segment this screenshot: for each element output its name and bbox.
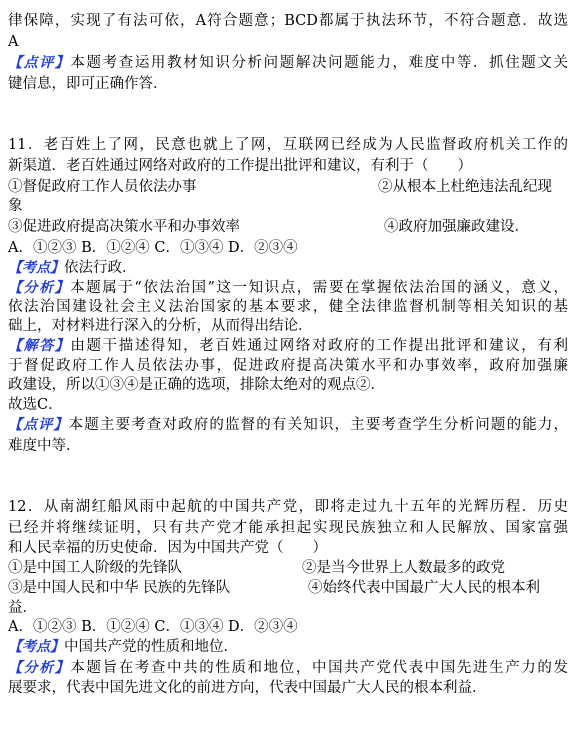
q12-fenxi-line: 展要求，代表中国先进文化的前进方向，代表中国最广大人民的根本利益． [8,680,487,696]
kaodian-tag: 【考点】 [8,260,64,276]
q11-fenxi-line: 依法治国建设社会主义法治国家的基本要求，健全法律监督机制等相关知识的基 [8,299,568,315]
dianping-tag: 【点评】 [8,417,69,433]
q11-jieda-line: 于督促政府工作人员依法办事，促进政府提高决策水平和办事效率，政府加强廉 [8,358,568,374]
q10-text-line: 律保障，实现了有法可依，A符合题意；BCD都属于执法环节，不符合题意．故选 [8,13,568,29]
q11-answer: 故选C． [8,397,63,413]
q11-option-1: ①督促政府工作人员依法办事 [8,179,197,195]
kaodian-tag: 【考点】 [8,639,64,655]
q12-kaodian [8,637,238,657]
q12-stem-line: 已经并将继续证明，只有共产党才能承担起实现民族独立和人民解放、国家富强 [8,520,568,536]
q11-stem: 11．老百姓上了网，民意也就上了网，互联网已经成为人民监督政府机关工作的 [8,137,568,153]
q12-option-3: ③是中国人民和中华 民族的先锋队 [8,580,231,596]
comment-tag: 【点评】 [8,55,71,71]
q12-option-4-cont: 益． [8,600,37,616]
q11-jieda-line: 政建设，所以①③④是正确的选项，排除太绝对的观点②． [8,377,385,393]
q11-option-3: ③促进政府提高决策水平和办事效率 [8,219,240,235]
comment-text: 本题考查运用教材知识分析问题解决问题能力，难度中等．抓住题文关 [70,55,569,71]
q11-jieda [8,336,568,356]
q10-comment-line: 键信息，即可正确作答． [8,76,168,92]
q10-text-line: A [8,34,19,50]
q11-stem-line: 新渠道．老百姓通过网络对政府的工作提出批评和建议，有利于（ ） [8,158,472,174]
q12-fenxi [8,658,568,678]
q11-fenxi-line: 础上，对材料进行深入的分析，从而得出结论． [8,318,313,334]
dianping-text: 本题主要考查对政府的监督的有关知识，主要考查学生分析问题的能力， [68,417,569,433]
fenxi-text: 本题属于“依法治国”这一知识点，需要在掌握依法治国的涵义，意义， [70,280,569,296]
q12-stem: 12．从南湖红船风雨中起航的中国共产党，即将走过九十五年的光辉历程．历史 [8,499,568,515]
q12-choices: A．①②③ B．①②④ C．①③④ D．②③④ [8,619,298,635]
q11-fenxi [8,278,568,298]
q11-dianping-line: 难度中等． [8,438,81,454]
q11-option-4: ④政府加强廉政建设． [384,219,529,235]
q11-choices: A．①②③ B．①②④ C．①③④ D．②③④ [8,240,298,256]
q11-kaodian [8,258,137,278]
q12-stem-line: 和人民幸福的历史使命．因为中国共产党（ ） [8,540,327,556]
q11-option-2-cont: 象 [8,198,23,214]
jieda-tag: 【解答】 [8,338,71,354]
q11-option-2: ②从根本上杜绝违法乱纪现 [378,179,552,195]
jieda-text: 由题干描述得知，老百姓通过网络对政府的工作提出批评和建议，有利 [70,338,569,354]
fenxi-tag: 【分析】 [8,660,71,676]
q12-option-1: ①是中国工人阶级的先锋队 [8,560,182,576]
q11-dianping [8,415,568,435]
kaodian-text: 依法行政． [64,260,137,276]
q12-option-2: ②是当今世界上人数最多的政党 [302,560,505,576]
q12-option-4: ④始终代表中国最广大人民的根本利 [308,580,540,596]
fenxi-tag: 【分析】 [8,280,71,296]
q10-comment [8,53,568,73]
kaodian-text: 中国共产党的性质和地位． [64,639,238,655]
fenxi-text: 本题旨在考查中共的性质和地位，中国共产党代表中国先进生产力的发 [70,660,569,676]
